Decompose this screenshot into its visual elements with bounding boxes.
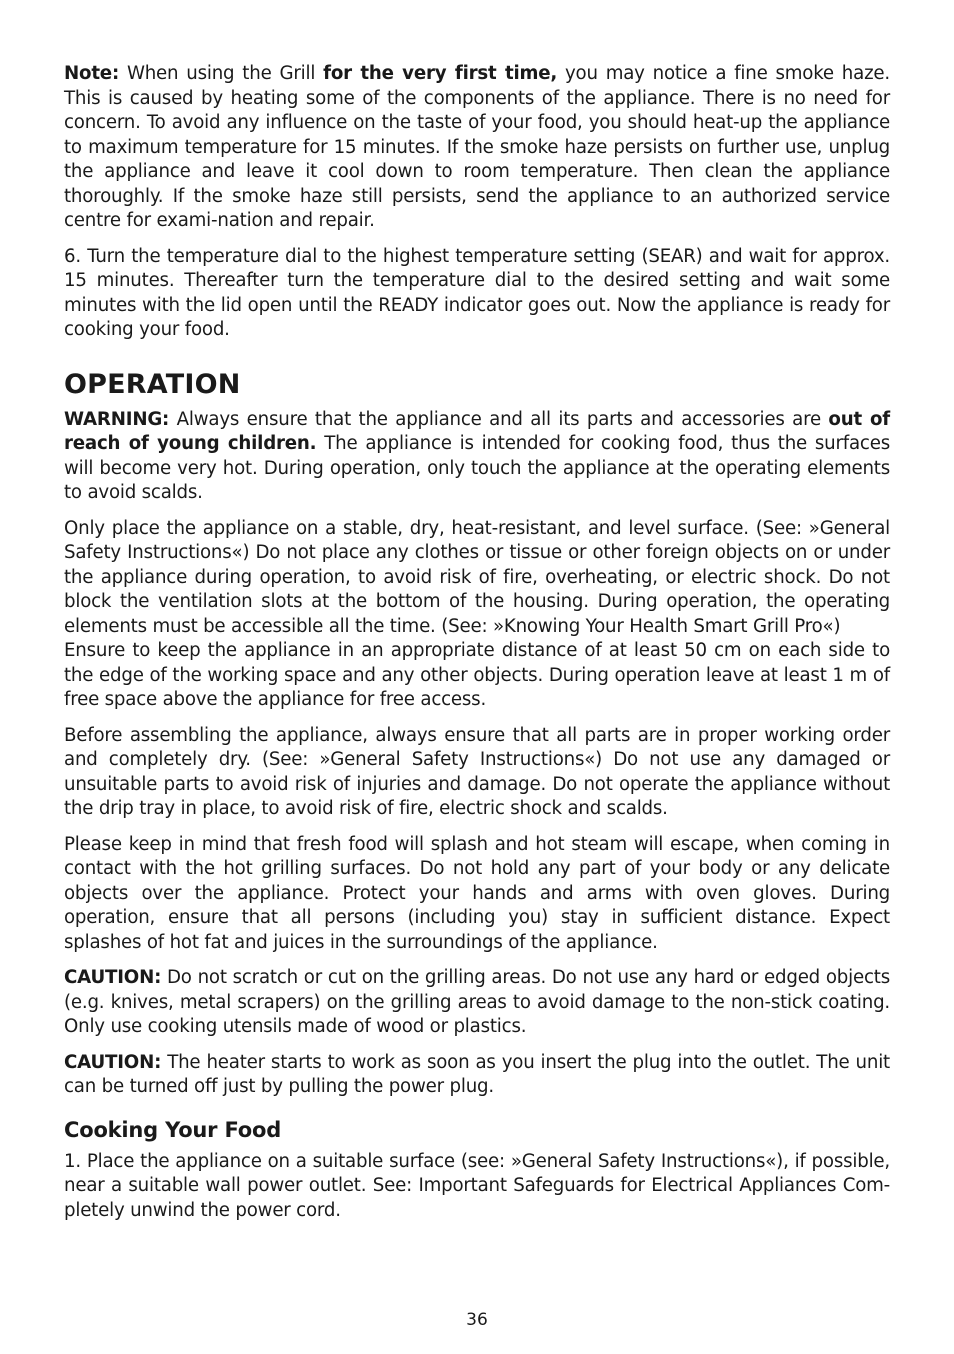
warning-bold-text: out of reach of young children. [64,408,890,454]
caution-text: Do not scratch or cut on the grilling areas. Do not use any hard or edged objects (e.g. knives, metal scrapers) on the grilling areas to avoid damage to the non-stick coating. Only use cooking utensils made of wood or plastics. [64,967,890,1037]
splash-paragraph: Please keep in mind that fresh food will splash and hot steam will escape, when coming in contact with the hot grilling surfaces. Do not hold any part of your body or any delicate objects over the appliance. Protect your hands and arms with oven gloves. During operation, ensure that all persons (including you) stay in sufficient distance. Expect splashes of hot fat and juices in the surroundings of the appliance. [64,833,890,953]
warning-paragraph [64,408,890,506]
step-6-paragraph: 6. Turn the temperature dial to the highest temperature setting (SEAR) and wait for approx. 15 minutes. Thereafter turn the temperature dial to the desired setting and wait some minutes with the lid open until the READY indicator goes out. Now the appliance is ready for cooking your food. [64,245,890,340]
note-paragraph [64,62,890,234]
cooking-step-1-paragraph: 1. Place the appliance on a suitable surface (see: »General Safety Instructions«), if possible, near a suitable wall power outlet. See: Important Safeguards for Electrical Appliances Com-pletely unwind the power cord. [64,1150,890,1221]
placement-paragraph: Only place the appliance on a stable, dry, heat-resistant, and level surface. (See: »General Safety Instructions«) Do not place any clothes or tissue or other foreign objects on or under the appliance during operation, to avoid risk of fire, overheating, or electric shock. Do not block the ventilation slots at the bottom of the housing. During operation, the operating elements must be accessible all the time. (See: »Knowing Your Health Smart Grill Pro«) [64,517,890,637]
cooking-heading: Cooking Your Food [64,1117,282,1142]
caution-scratch-paragraph [64,966,890,1040]
warning-label: WARNING: [64,408,170,430]
caution-label: CAUTION: [64,1051,162,1073]
distance-paragraph: Ensure to keep the appliance in an appropriate distance of at least 50 cm on each side to the edge of the working space and any other objects. During operation leave at least 1 m of free space above the appliance for free access. [64,640,890,710]
page-number: 36 [466,1310,488,1330]
note-text-2: you may notice a fine smoke haze. This is caused by heating some of the components of the appliance. There is no need for concern. To avoid any influence on the taste of your food, you should heat-up the appliance to maximum temperature for 15 minutes. If the smoke haze persists on further use, unplug the appliance and leave it cool down to room temperature. Then clean the appliance thoroughly. If the smoke haze still persists, send the appliance to an authorized service centre for exami-nation and repair. [64,63,890,231]
caution-label: CAUTION: [64,967,162,988]
warning-text-1: Always ensure that the appliance and all its parts and accessories are [169,408,829,430]
assembly-paragraph: Before assembling the appliance, always ensure that all parts are in proper working order and completely dry. (See: »General Safety Instructions«) Do not use any damaged or unsuitable parts to avoid risk of injuries and damage. Do not operate the appliance without the drip tray in place, to avoid risk of fire, electric shock and scalds. [64,724,890,819]
document-page [64,62,890,1234]
note-bold-text: for the very first time, [323,63,558,84]
note-label: Note: [64,63,120,84]
warning-text-2: The appliance is intended for cooking food, thus the surfaces will become very hot. During operation, only touch the appliance at the operating elements to avoid scalds. [64,433,890,503]
note-text-1: When using the Grill [119,63,324,84]
caution-text: The heater starts to work as soon as you insert the plug into the outlet. The unit can be turned off just by pulling the power plug. [64,1051,890,1097]
caution-heater-paragraph [64,1051,890,1100]
operation-heading: OPERATION [64,368,241,400]
